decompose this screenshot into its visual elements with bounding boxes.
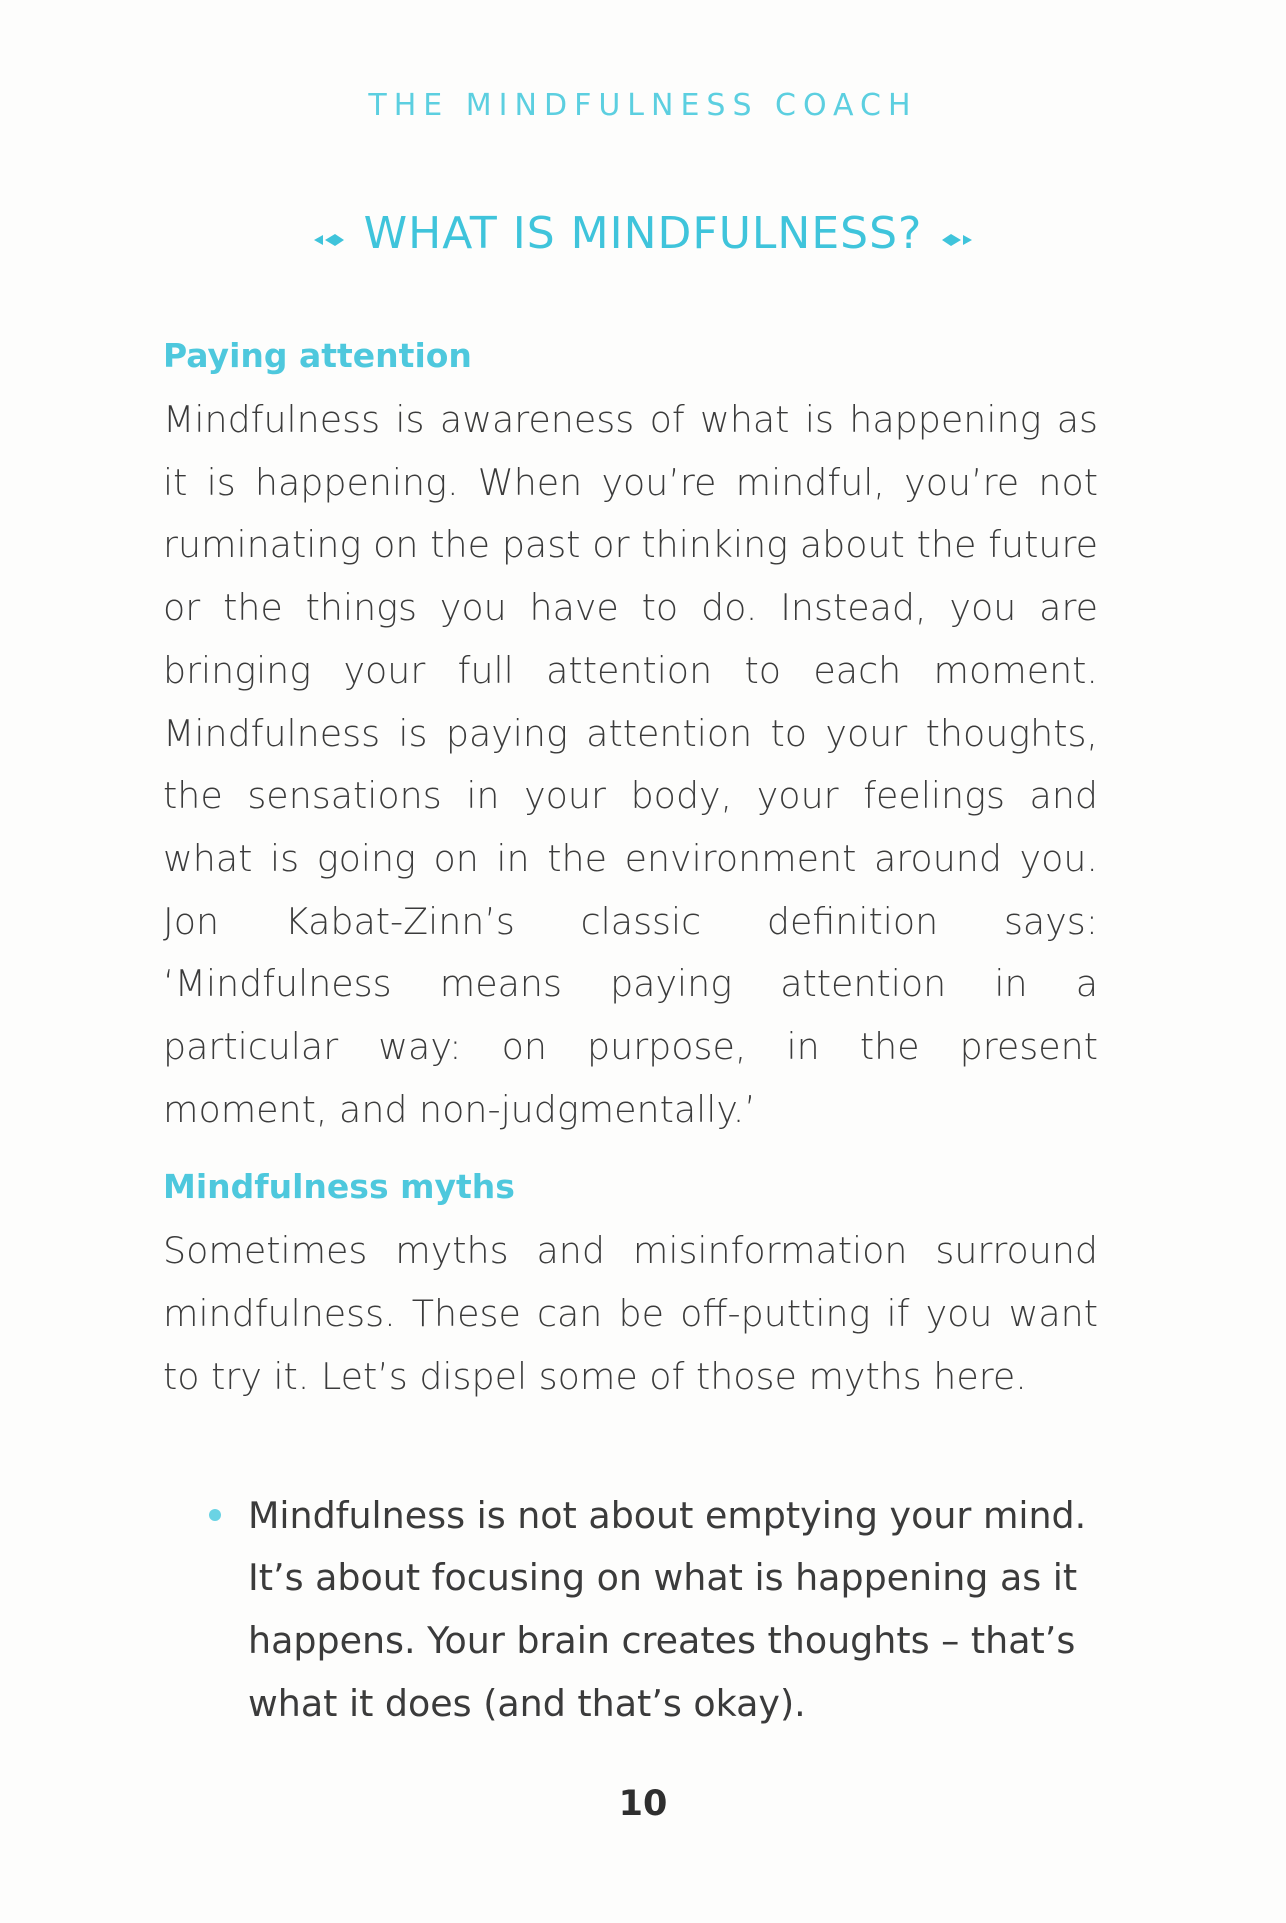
page-number: 10 bbox=[618, 1784, 668, 1824]
list-item bbox=[248, 1485, 1098, 1736]
chapter-title-row bbox=[0, 208, 1286, 262]
section-body-mindfulness-myths: Sometimes myths and misinformation surround mindfulness. These can be off-putting if you want to try it. Let’s dispel some of those myths here. bbox=[163, 1229, 1098, 1398]
myths-bullet-list bbox=[163, 1485, 1098, 1736]
page-content bbox=[163, 336, 1098, 1735]
chapter-title: WHAT IS MINDFULNESS? bbox=[363, 208, 923, 259]
section-heading-paying-attention: Paying attention bbox=[163, 336, 472, 375]
section-body-paying-attention: Mindfulness is awareness of what is happening as it is happening. When you’re mindful, you’re not ruminating on the past or thinking about the future or the things you have to do. Instead, you are bringing your full attention to each moment. Mindfulness is paying attention to your thoughts, the sensations in your body, your feelings and what is going on in the environment around you. Jon Kabat-Zinn’s classic definition says: ‘Mindfulness means paying attention in a particular way: on purpose, in the present moment, and non-judgmentally.’ bbox=[163, 398, 1098, 1131]
running-head: THE MINDFULNESS COACH bbox=[368, 88, 918, 123]
diamond-arrow-right-icon bbox=[942, 207, 972, 258]
section-heading-mindfulness-myths: Mindfulness myths bbox=[163, 1167, 515, 1207]
bullet-dot-icon bbox=[209, 1509, 221, 1521]
bullet-text: Mindfulness is not about emptying your mind. It’s about focusing on what is happening as it happens. Your brain creates thoughts – that’s what it does (and that’s okay). bbox=[248, 1493, 1087, 1725]
diamond-arrow-left-icon bbox=[314, 207, 344, 258]
